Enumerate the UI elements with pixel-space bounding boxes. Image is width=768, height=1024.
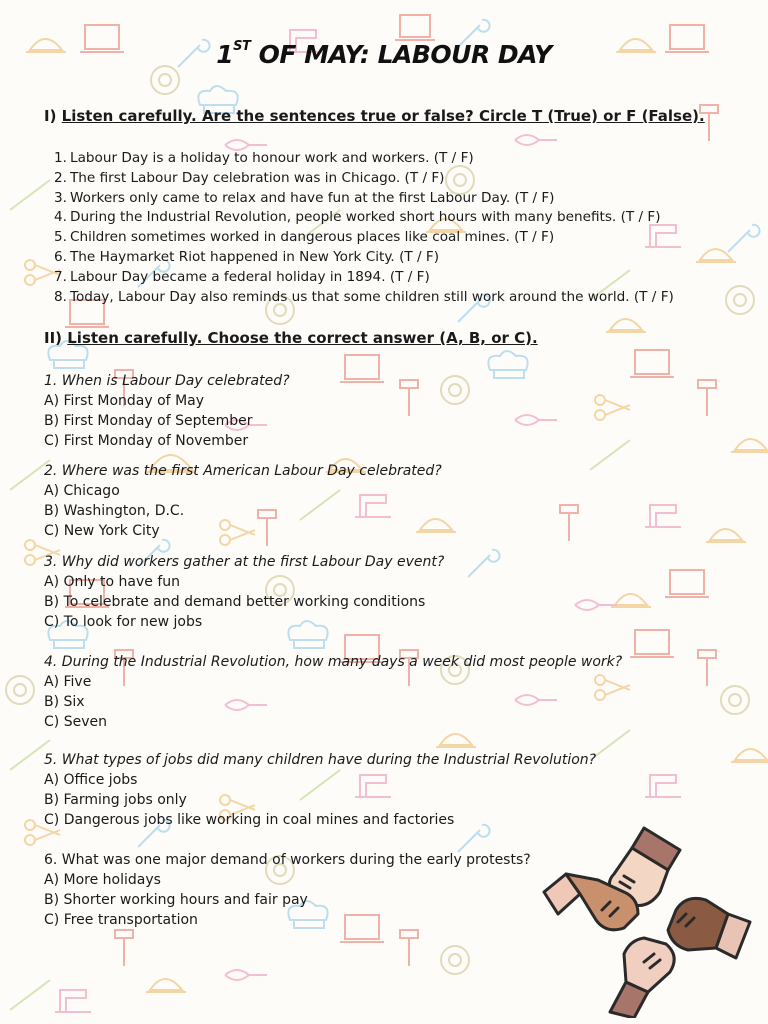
section2-number: II): [44, 329, 68, 347]
question-block: [44, 552, 444, 632]
tf-item-text: The first Labour Day celebration was in Chicago. (T / F): [70, 169, 445, 186]
question-block: [44, 461, 442, 541]
answer-option-b: B) To celebrate and demand better working conditions: [44, 594, 426, 610]
answer-option-a: A) Office jobs: [44, 772, 138, 788]
section2-heading: [44, 329, 538, 347]
tf-item-text: Children sometimes worked in dangerous places like coal mines. (T / F): [70, 229, 555, 246]
answer-option-b: B) Washington, D.C.: [44, 503, 185, 519]
tf-item: [54, 268, 674, 288]
tf-item-number: 5.: [54, 229, 67, 246]
tf-item-text: The Haymarket Riot happened in New York City. (T / F): [70, 248, 440, 265]
tf-item: [54, 149, 674, 169]
question-text: 5. What types of jobs did many children have during the Industrial Revolution?: [44, 752, 597, 768]
section2-instructions: Listen carefully. Choose the correct answer (A, B, or C).: [67, 329, 538, 347]
question-block: [44, 850, 531, 930]
answer-option-c: C) To look for new jobs: [44, 614, 203, 630]
tf-item: [54, 208, 674, 228]
tf-item-text: Today, Labour Day also reminds us that some children still work around the world. (T / F): [70, 288, 674, 305]
answer-option-c: C) Free transportation: [44, 912, 198, 928]
tf-item-number: 1.: [54, 150, 67, 166]
tf-item-number: 3.: [54, 189, 67, 206]
hand-bottom-icon: [624, 938, 674, 992]
answer-option-c: C) First Monday of November: [44, 433, 249, 449]
answer-option-b: B) Six: [44, 694, 85, 710]
tf-item-text: Labour Day is a holiday to honour work and workers. (T / F): [70, 150, 474, 166]
tf-item-number: 8.: [54, 288, 67, 305]
unity-hands-illustration: [540, 822, 756, 1018]
page-title: [0, 40, 768, 69]
section1-number: I): [44, 107, 62, 125]
title-superscript: ST: [233, 38, 251, 54]
answer-option-a: A) More holidays: [44, 872, 161, 888]
answer-option-c: C) Dangerous jobs like working in coal mines and factories: [44, 812, 455, 828]
question-text: 3. Why did workers gather at the first Labour Day event?: [44, 554, 445, 570]
section1-heading: [44, 107, 705, 125]
tf-item-text: During the Industrial Revolution, people worked short hours with many benefits. (T / F): [70, 209, 661, 226]
answer-option-b: B) First Monday of September: [44, 413, 253, 429]
answer-option-a: A) Only to have fun: [44, 574, 180, 590]
answer-option-b: B) Shorter working hours and fair pay: [44, 892, 308, 908]
section1-instructions: Listen carefully. Are the sentences true or false? Circle T (True) or F (False).: [61, 107, 705, 125]
answer-option-c: C) Seven: [44, 714, 107, 730]
true-false-list: [54, 149, 674, 307]
tf-item-text: Labour Day became a federal holiday in 1894. (T / F): [70, 268, 430, 285]
question-text: 4. During the Industrial Revolution, how many days a week did most people work?: [44, 654, 623, 670]
question-block: [44, 371, 290, 451]
question-text: 1. When is Labour Day celebrated?: [44, 373, 290, 389]
tf-item: [54, 228, 674, 248]
title-prefix: 1: [216, 40, 234, 69]
tf-item: [54, 288, 674, 308]
tf-item: [54, 189, 674, 209]
question-text: 2. Where was the first American Labour Day celebrated?: [44, 463, 442, 479]
question-block: [44, 750, 596, 830]
tf-item-number: 7.: [54, 268, 67, 285]
tf-item-number: 4.: [54, 209, 67, 226]
answer-option-a: A) First Monday of May: [44, 393, 205, 409]
tf-item: [54, 169, 674, 189]
tf-item-number: 6.: [54, 248, 67, 265]
tf-item: [54, 248, 674, 268]
answer-option-a: A) Chicago: [44, 483, 120, 499]
question-block: [44, 652, 622, 732]
question-text: 6. What was one major demand of workers during the early protests?: [44, 852, 531, 868]
answer-option-a: A) Five: [44, 674, 92, 690]
tf-item-text: Workers only came to relax and have fun at the first Labour Day. (T / F): [70, 189, 555, 206]
hand-right-icon: [668, 898, 728, 950]
answer-option-c: C) New York City: [44, 523, 160, 539]
tf-item-number: 2.: [54, 169, 67, 186]
answer-option-b: B) Farming jobs only: [44, 792, 187, 808]
title-rest: OF MAY: LABOUR DAY: [250, 40, 552, 69]
